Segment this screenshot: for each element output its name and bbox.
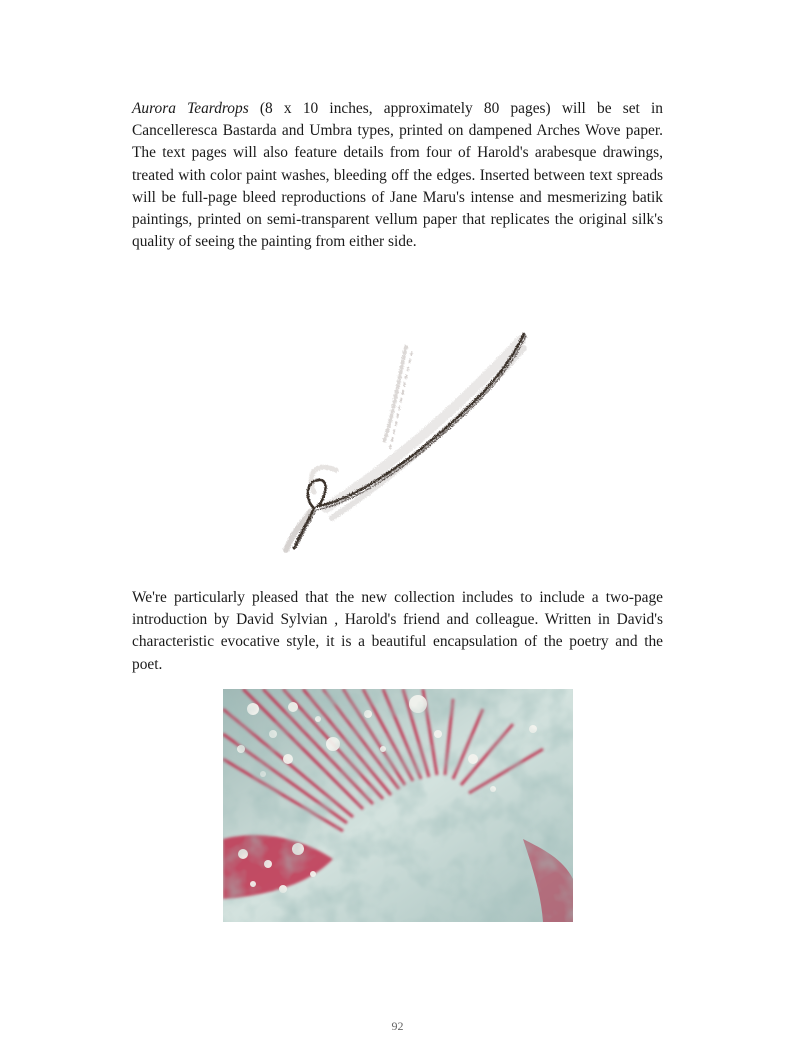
arabesque-drawing xyxy=(266,322,530,554)
page-number: 92 xyxy=(391,1019,404,1033)
body-paragraph-2: We're particularly pleased that the new collection includes to include a two-page introduction by David Sylvian , Harold's friend and colleague. Written in David's characteristic evocative style, it is a beautiful encapsulation of the poetry and the poet. xyxy=(132,589,663,673)
batik-painting-image xyxy=(223,689,573,922)
book-title: Aurora Teardrops xyxy=(132,100,249,117)
body-paragraph-1 xyxy=(132,98,663,253)
paragraph-1-text: (8 x 10 inches, approximately 80 pages) will be set in Cancelleresca Bastarda and Umbra types, printed on dampened Arches Wove paper. The text pages will also feature details from four of Harold's arabesque drawings, treated with color paint washes, bleeding off the edges. Inserted between text spreads will be full-page bleed reproductions of Jane Maru's intense and mesmerizing batik paintings, printed on semi-transparent vellum paper that replicates the original silk's quality of seeing the painting from either side. xyxy=(132,100,663,251)
